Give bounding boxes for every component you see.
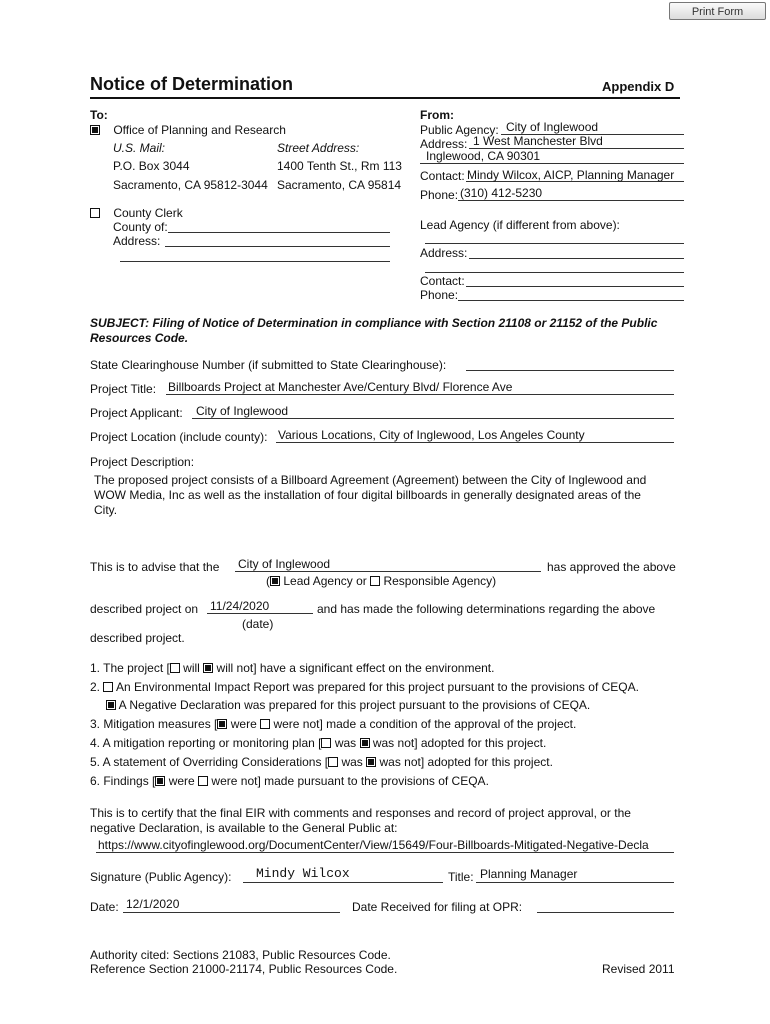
advise-prefix: This is to advise that the: [90, 560, 220, 574]
lead-address-field-2[interactable]: [425, 272, 684, 273]
lead-address-field[interactable]: [469, 258, 684, 259]
lead-agency-field[interactable]: [425, 243, 684, 244]
phone-line: [458, 200, 684, 201]
received-date-field[interactable]: [537, 912, 674, 913]
description-line: The proposed project consists of a Billboard Agreement (Agreement) between the City of Inglewood and: [94, 473, 647, 487]
document-url-field[interactable]: https://www.cityofinglewood.org/DocumentCenter/View/15649/Four-Billboards-Mitigated-Negative-Decla: [98, 838, 649, 852]
phone-label: Phone:: [420, 188, 459, 202]
po-box: P.O. Box 3044: [113, 159, 190, 173]
determination-2: 2. An Environmental Impact Report was prepared for this project pursuant to the provisions of CEQA.: [90, 680, 639, 694]
from-address-label: Address:: [420, 137, 468, 151]
described-end: described project.: [90, 631, 185, 645]
signature-label: Signature (Public Agency):: [90, 870, 232, 884]
usmail-label: U.S. Mail:: [113, 141, 166, 155]
appendix-label: Appendix D: [602, 79, 675, 94]
public-agency-field[interactable]: City of Inglewood: [506, 120, 599, 134]
advise-suffix: has approved the above: [547, 560, 676, 574]
approval-date-line: [207, 613, 313, 614]
determination-5: 5. A statement of Overriding Considerations [ was was not] adopted for this project.: [90, 755, 553, 769]
applicant-label: Project Applicant:: [90, 406, 183, 420]
d2-negdec-checkbox[interactable]: [106, 700, 116, 710]
determination-3: 3. Mitigation measures [ were were not] made a condition of the approval of the project.: [90, 717, 577, 731]
d2-eir-checkbox[interactable]: [103, 682, 113, 692]
sch-field[interactable]: [466, 370, 674, 371]
project-title-field[interactable]: Billboards Project at Manchester Ave/Century Blvd/ Florence Ave: [168, 380, 513, 394]
from-label: From:: [420, 108, 454, 122]
signed-date-line: [123, 912, 340, 913]
lead-contact-label: Contact:: [420, 274, 465, 288]
d1-will-checkbox[interactable]: [170, 663, 180, 673]
d6-were-not-checkbox[interactable]: [198, 776, 208, 786]
lead-phone-label: Phone:: [420, 288, 459, 302]
title-rule: [90, 97, 680, 99]
signature-field[interactable]: Mindy Wilcox: [256, 866, 350, 881]
responsible-agency-option: Responsible Agency): [383, 574, 497, 588]
described-prefix: described project on: [90, 602, 199, 616]
date-caption: (date): [242, 617, 274, 631]
print-form-button[interactable]: Print Form: [669, 2, 766, 20]
clerk-address-field-2[interactable]: [120, 261, 390, 262]
described-suffix: and has made the following determinations regarding the above: [317, 602, 656, 616]
date-label: Date:: [90, 900, 119, 914]
d3-were-checkbox[interactable]: [217, 719, 227, 729]
approval-date-field[interactable]: 11/24/2020: [210, 599, 270, 613]
responsible-agency-checkbox[interactable]: [370, 576, 380, 586]
opr-checkbox[interactable]: [90, 125, 100, 135]
public-agency-label: Public Agency:: [420, 123, 499, 137]
county-clerk-checkbox[interactable]: [90, 208, 100, 218]
phone-field[interactable]: (310) 412-5230: [460, 186, 543, 200]
lead-agency-checkbox[interactable]: [270, 576, 280, 586]
d3-were-not-checkbox[interactable]: [260, 719, 270, 729]
county-of-label: County of:: [113, 220, 168, 234]
county-clerk-label: County Clerk: [113, 206, 183, 220]
agency-type-row: ( Lead Agency or Responsible Agency): [266, 574, 497, 588]
clerk-address-field[interactable]: [165, 246, 390, 247]
certify-line-1: This is to certify that the final EIR with comments and responses and record of project approval, or the: [90, 806, 631, 820]
clerk-address-label: Address:: [113, 234, 161, 248]
subject-line-1: SUBJECT: Filing of Notice of Determination in compliance with Section 21108 or 21152 of the Public: [90, 316, 658, 330]
page-title: Notice of Determination: [90, 74, 294, 94]
reference-section: Reference Section 21000-21174, Public Resources Code.: [90, 962, 398, 976]
authority-cited: Authority cited: Sections 21083, Public Resources Code.: [90, 948, 391, 962]
determination-6: 6. Findings [ were were not] made pursuant to the provisions of CEQA.: [90, 774, 489, 788]
determination-2b: A Negative Declaration was prepared for this project pursuant to the provisions of CEQA.: [106, 698, 590, 712]
title-field[interactable]: Planning Manager: [480, 867, 578, 881]
sch-label: State Clearinghouse Number (if submitted to State Clearinghouse):: [90, 358, 447, 372]
to-label: To:: [90, 108, 108, 122]
county-clerk-row: [90, 206, 183, 220]
from-address-field[interactable]: 1 West Manchester Blvd: [473, 134, 603, 148]
advise-agency-field[interactable]: City of Inglewood: [238, 557, 331, 571]
description-line: City.: [94, 503, 118, 517]
signature-line: [243, 882, 443, 883]
opr-label: Office of Planning and Research: [113, 123, 286, 137]
d5-was-checkbox[interactable]: [328, 757, 338, 767]
lead-phone-field[interactable]: [458, 300, 684, 301]
location-label: Project Location (include county):: [90, 430, 268, 444]
url-line: [96, 852, 674, 853]
city-street: Sacramento, CA 95814: [277, 178, 402, 192]
location-field[interactable]: Various Locations, City of Inglewood, Los Angeles County: [278, 428, 585, 442]
from-address2-line: [420, 163, 684, 164]
d4-was-checkbox[interactable]: [321, 738, 331, 748]
project-title-label: Project Title:: [90, 382, 157, 396]
d4-was-not-checkbox[interactable]: [360, 738, 370, 748]
city-mail: Sacramento, CA 95812-3044: [113, 178, 268, 192]
lead-agency-label: Lead Agency (if different from above):: [420, 218, 620, 232]
certify-line-2: negative Declaration, is available to the General Public at:: [90, 821, 398, 835]
d1-will-not-checkbox[interactable]: [203, 663, 213, 673]
signed-date-field[interactable]: 12/1/2020: [126, 897, 180, 911]
description-field[interactable]: [94, 473, 684, 518]
description-line: WOW Media, Inc as well as the installation of four digital billboards in generally designated areas of the: [94, 488, 641, 502]
lead-agency-option: Lead Agency or: [283, 574, 367, 588]
opr-row: [90, 123, 286, 137]
lead-contact-field[interactable]: [466, 286, 684, 287]
received-label: Date Received for filing at OPR:: [352, 900, 523, 914]
title-line: [476, 882, 674, 883]
from-address2-field[interactable]: Inglewood, CA 90301: [426, 149, 541, 163]
subject-line-2: Resources Code.: [90, 331, 189, 345]
advise-agency-line: [235, 571, 541, 572]
contact-label: Contact:: [420, 169, 465, 183]
revised-label: Revised 2011: [602, 962, 675, 976]
d5-was-not-checkbox[interactable]: [366, 757, 376, 767]
contact-field[interactable]: Mindy Wilcox, AICP, Planning Manager: [467, 168, 675, 182]
county-of-field[interactable]: [168, 232, 390, 233]
street-address: 1400 Tenth St., Rm 113: [277, 159, 402, 173]
project-title-line: [166, 394, 674, 395]
description-label: Project Description:: [90, 455, 195, 469]
location-line: [276, 442, 674, 443]
lead-address-label: Address:: [420, 246, 468, 260]
determination-1: 1. The project [ will will not] have a significant effect on the environment.: [90, 661, 495, 675]
applicant-field[interactable]: City of Inglewood: [196, 404, 289, 418]
d6-were-checkbox[interactable]: [155, 776, 165, 786]
applicant-line: [192, 418, 674, 419]
title-label: Title:: [448, 870, 474, 884]
street-label: Street Address:: [277, 141, 360, 155]
determination-4: 4. A mitigation reporting or monitoring plan [ was was not] adopted for this project.: [90, 736, 547, 750]
